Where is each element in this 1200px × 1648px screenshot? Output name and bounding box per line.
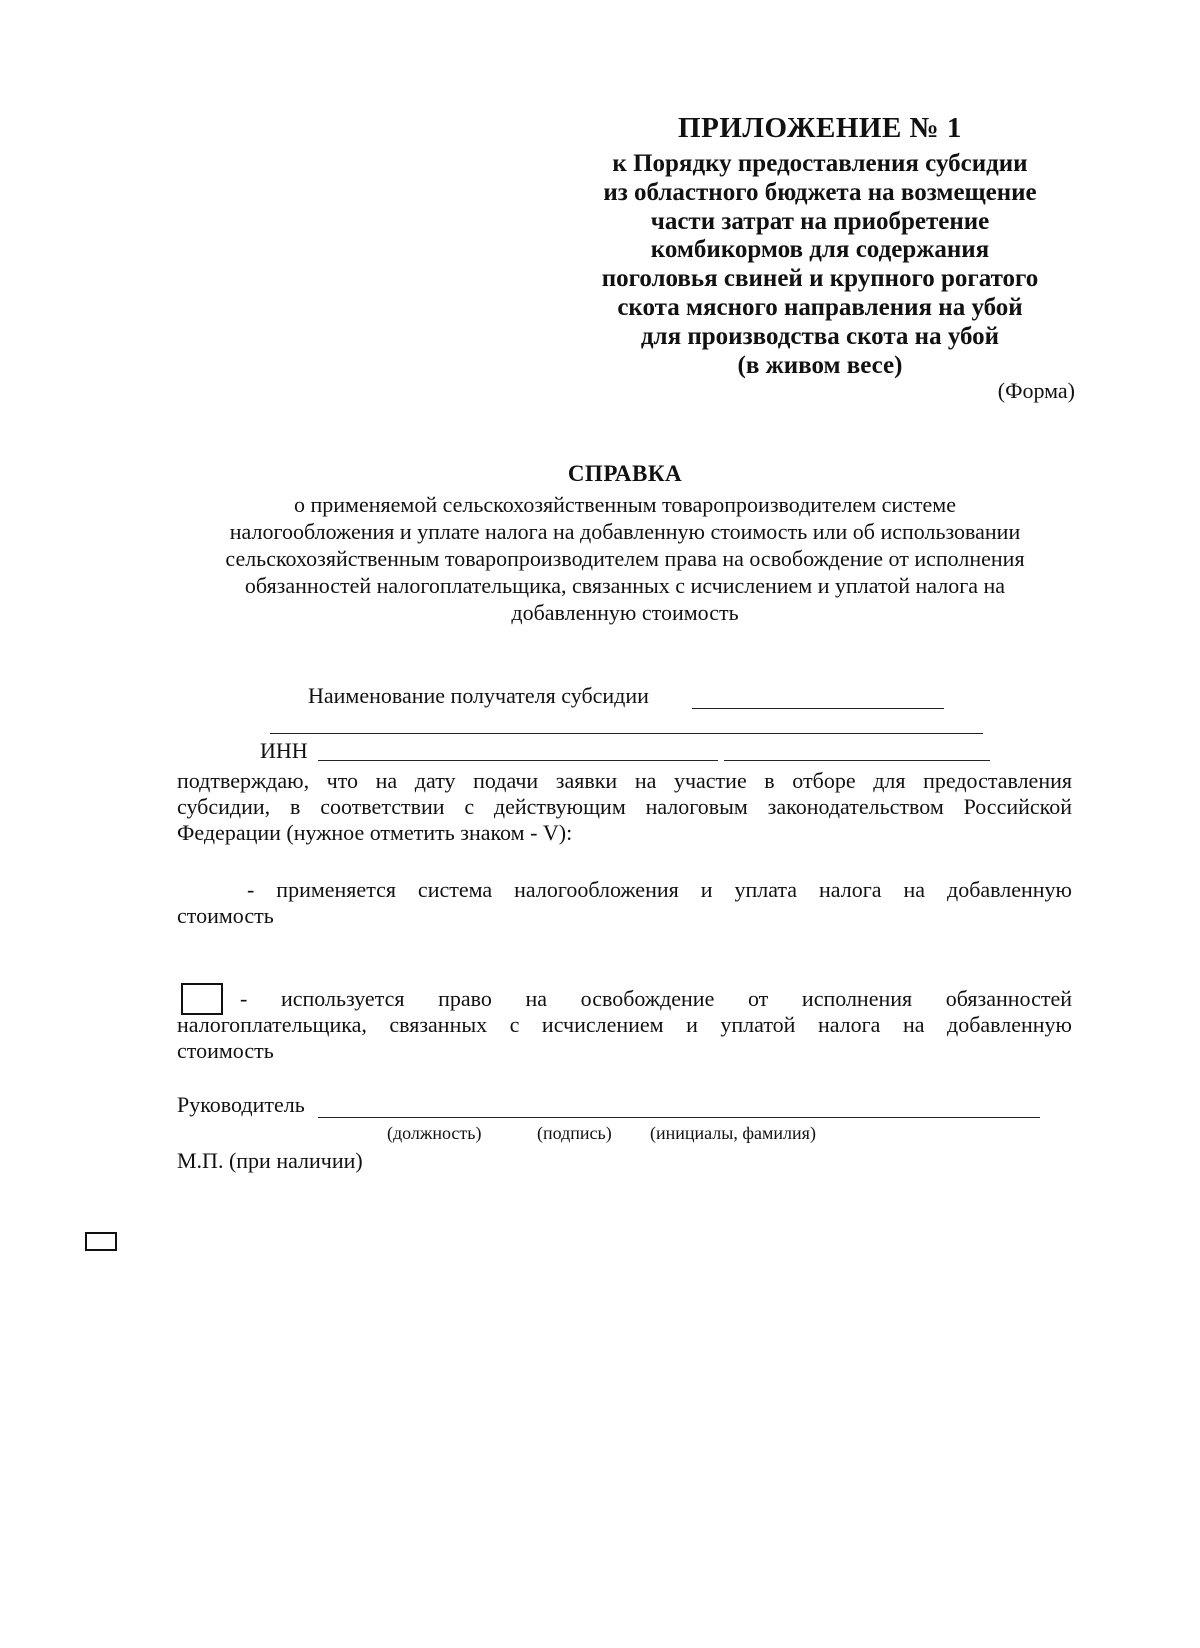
sign-caption: (подпись) — [537, 1123, 612, 1143]
appendix-line: поголовья свиней и крупного рогатого — [601, 265, 1039, 293]
appendix-line: части затрат на приобретение — [650, 207, 990, 235]
recipient-field[interactable] — [692, 708, 944, 709]
subtitle-line: сельскохозяйственным товаропроизводителем права на освобождение от исполнения — [225, 546, 1025, 571]
signature-line[interactable] — [318, 1117, 1040, 1118]
form-label: (Форма) — [997, 378, 1075, 403]
appendix-line: к Порядку предоставления субсидии — [612, 150, 1028, 177]
seal-label: М.П. (при наличии) — [177, 1148, 363, 1173]
confirmation-paragraph — [177, 768, 1072, 846]
subtitle-line: о применяемой сельскохозяйственным товаропроизводителем системе — [294, 492, 956, 517]
confirmation-line: Федерации (нужное отметить знаком - V): — [177, 820, 573, 845]
inn-field[interactable] — [318, 760, 718, 761]
head-label: Руководитель — [177, 1092, 305, 1117]
document-subtitle — [165, 491, 1085, 626]
option-exemption-line: налогоплательщика, связанных с исчислением и уплатой налога на добавленную — [177, 1012, 1072, 1037]
option-vat-payer — [177, 877, 1072, 929]
recipient-field-continuation[interactable] — [270, 733, 983, 734]
confirmation-line: субсидии, в соответствии с действующим налоговым законодательством Российской — [177, 794, 1072, 819]
appendix-header — [560, 110, 1080, 380]
appendix-title: ПРИЛОЖЕНИЕ № 1 — [678, 112, 962, 144]
option-exemption — [177, 986, 1072, 1064]
inn-field-extra[interactable] — [724, 760, 990, 761]
option-vat-payer-line: - применяется система налогообложения и уплата налога на добавленную — [247, 877, 1072, 902]
option-exemption-line: стоимость — [177, 1038, 274, 1063]
appendix-line: для производства скота на убой — [640, 322, 1000, 350]
document-title: СПРАВКА — [567, 461, 683, 486]
confirmation-line: подтверждаю, что на дату подачи заявки на участие в отборе для предоставления — [177, 768, 1072, 793]
appendix-line: (в живом весе) — [737, 351, 903, 379]
name-caption: (инициалы, фамилия) — [650, 1123, 816, 1143]
margin-box-mark — [85, 1232, 117, 1251]
appendix-line: из областного бюджета на возмещение — [603, 178, 1037, 206]
appendix-line: комбикормов для содержания — [650, 236, 990, 264]
subtitle-line: обязанностей налогоплательщика, связанных с исчислением и уплатой налога на — [244, 573, 1006, 598]
subtitle-line: добавленную стоимость — [511, 600, 739, 625]
inn-label: ИНН — [260, 738, 308, 763]
appendix-line: скота мясного направления на убой — [617, 293, 1023, 321]
position-caption: (должность) — [387, 1123, 482, 1143]
subtitle-line: налогообложения и уплате налога на добавленную стоимость или об использовании — [229, 519, 1021, 544]
option-exemption-line: - используется право на освобождение от исполнения обязанностей — [240, 986, 1072, 1011]
recipient-label: Наименование получателя субсидии — [308, 683, 649, 708]
option-vat-payer-line: стоимость — [177, 903, 274, 928]
appendix-description — [560, 150, 1080, 380]
